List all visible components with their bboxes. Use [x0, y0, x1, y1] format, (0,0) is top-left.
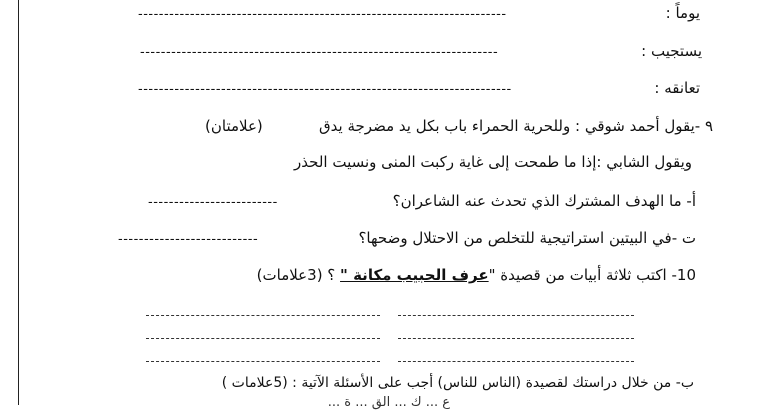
question-9a: أ- ما الهدف المشترك الذي تحدث عنه الشاعران؟ [392, 192, 696, 210]
label-yastajib: يستجيب : [641, 42, 702, 60]
question-9t: ت -في البيتين استراتيجية للتخلص من الاحتلال وضحها؟ [358, 229, 696, 247]
verse-line-2-right [398, 338, 634, 339]
answer-line-2: --------------------------------------------------------------------- [140, 45, 499, 60]
question-10-prefix: 10- اكتب ثلاثة أبيات من قصيدة " [488, 266, 696, 284]
answer-line-9a: ------------------------- [148, 195, 278, 210]
verse-line-3-right [398, 361, 634, 362]
label-tuaniquh: تعانقه : [654, 79, 700, 97]
question-b-next-line: ع ... ك ... الق ... ة ... [327, 395, 450, 410]
question-9-text: ٩ -يقول أحمد شوقي : وللحرية الحمراء باب بكل يد مضرجة يدق [319, 117, 713, 135]
question-10-suffix: ؟ (3علامات) [256, 266, 341, 284]
answer-line-9t: --------------------------- [118, 232, 259, 247]
verse-line-3-left [146, 361, 380, 362]
answer-line-1: ----------------------------------------------------------------------- [138, 7, 507, 22]
question-10 [235, 266, 696, 284]
question-10-poem-title: عرف الحبيب مكانة " [340, 266, 489, 284]
question-9-marks: (علامتان) [205, 117, 263, 135]
answer-line-3: ------------------------------------------------------------------------ [138, 82, 512, 97]
page-border [18, 0, 19, 405]
verse-line-1-right [398, 315, 634, 316]
verse-line-2-left [146, 338, 380, 339]
verse-line-1-left [146, 315, 380, 316]
question-9-second-verse: ويقول الشابي :إذا ما طمحت إلى غاية ركبت المنى ونسيت الحذر [294, 153, 692, 171]
question-b: ب- من خلال دراستك لقصيدة (الناس للناس) أجب على الأسئلة الآتية : (5علامات ) [221, 375, 694, 391]
label-yawman: يوماً : [665, 4, 700, 22]
